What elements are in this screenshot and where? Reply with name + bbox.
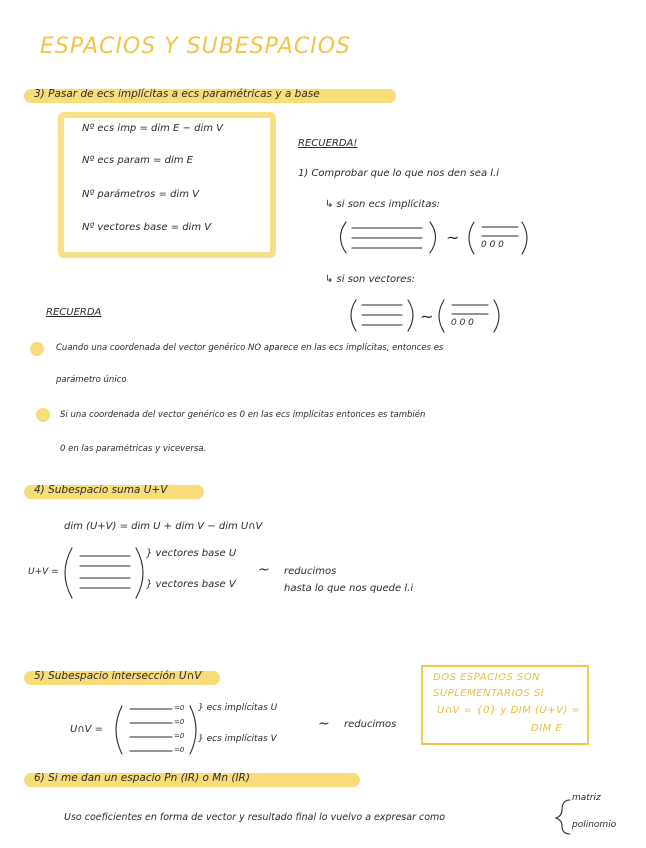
sum-matrix-paren-left	[65, 548, 72, 598]
matrix-2b-paren-right	[494, 300, 499, 332]
bullet-2-line-1: Si una coordenada del vector genérico es 0 en las ecs implícitas entonces es también	[60, 410, 426, 420]
matrix-2-paren-left	[351, 300, 356, 331]
box-line-1: DOS ESPACIOS SON	[433, 672, 541, 683]
tilde-1: ~	[446, 228, 460, 247]
recuerda-heading-2: RECUERDA	[46, 307, 102, 318]
int-note: reducimos	[344, 719, 397, 730]
sum-tilde: ~	[258, 562, 270, 578]
int-matrix-paren-left	[116, 706, 122, 754]
int-tilde: ~	[318, 716, 330, 732]
int-row-zero: =0	[174, 732, 185, 740]
matrix-1-paren-right	[430, 222, 436, 253]
matrix-2-paren-right	[408, 300, 413, 331]
bullet-2-line-2: 0 en las paramétricas y viceversa.	[60, 444, 207, 454]
tilde-2: ~	[420, 307, 434, 326]
sum-note-1: reducimos	[284, 566, 337, 577]
matrix-1-paren-left	[341, 222, 347, 253]
box-line-2: SUPLEMENTARIOS SI	[433, 688, 545, 699]
bullet-1-line-1: Cuando una coordenada del vector genérico NO aparece en las ecs implícitas, entonces es	[56, 343, 444, 353]
rule-4: Nº vectores base = dim V	[82, 222, 212, 233]
rule-1: Nº ecs imp = dim E − dim V	[82, 123, 224, 134]
sum-matrix-paren-right	[136, 548, 143, 598]
box-line-4: DIM E	[531, 723, 563, 734]
s6-text: Uso coeficientes en forma de vector y resultado final lo vuelvo a expresar como	[64, 812, 446, 823]
int-lhs: U∩V =	[70, 724, 104, 735]
int-row-zero: =0	[174, 704, 185, 712]
bullet-1-line-2: parámetro único	[56, 375, 127, 385]
s6-option-polinomio: polinomio	[572, 820, 617, 830]
section-6-heading: 6) Si me dan un espacio Pn (IR) o Mn (IR)	[34, 772, 250, 784]
int-brace-1: } ecs implícitas U	[198, 703, 278, 713]
rule-3: Nº parámetros = dim V	[82, 189, 199, 200]
s6-choice-brace	[556, 800, 570, 834]
matrix-1b-paren-right	[522, 222, 527, 254]
sum-brace-2: } vectores base V	[146, 579, 236, 590]
matrix-1b-paren-left	[469, 222, 474, 254]
sum-note-2: hasta lo que nos quede l.i	[284, 583, 414, 594]
section-5-heading: 5) Subespacio intersección U∩V	[34, 670, 202, 682]
sub-implicit: ↳ si son ecs implícitas:	[325, 199, 440, 210]
section-3-heading: 3) Pasar de ecs implícitas a ecs paramétricas y a base	[34, 88, 320, 100]
section-4-heading: 4) Subespacio suma U+V	[34, 484, 168, 496]
sub-vectors: ↳ si son vectores:	[325, 274, 416, 285]
int-row-zero: =0	[174, 718, 185, 726]
sum-formula: dim (U+V) = dim U + dim V − dim U∩V	[64, 521, 263, 532]
s6-option-matriz: matriz	[572, 793, 601, 803]
sum-brace-1: } vectores base U	[146, 548, 237, 559]
zeros-2: 0 0 0	[451, 318, 474, 328]
rule-2: Nº ecs param = dim E	[82, 155, 193, 166]
sum-lhs: U+V =	[28, 567, 59, 577]
int-brace-2: } ecs implícitas V	[198, 734, 277, 744]
check-item: 1) Comprobar que lo que nos den sea l.i	[298, 168, 500, 179]
matrix-2b-paren-left	[439, 300, 444, 332]
recuerda-heading-1: RECUERDA!	[298, 138, 358, 149]
page-title: ESPACIOS Y SUBESPACIOS	[40, 34, 352, 59]
int-row-zero: =0	[174, 746, 185, 754]
int-matrix-paren-right	[190, 706, 196, 754]
zeros-1: 0 0 0	[481, 240, 504, 250]
box-line-3: U∩V = {0} y DIM (U+V) =	[437, 705, 581, 716]
